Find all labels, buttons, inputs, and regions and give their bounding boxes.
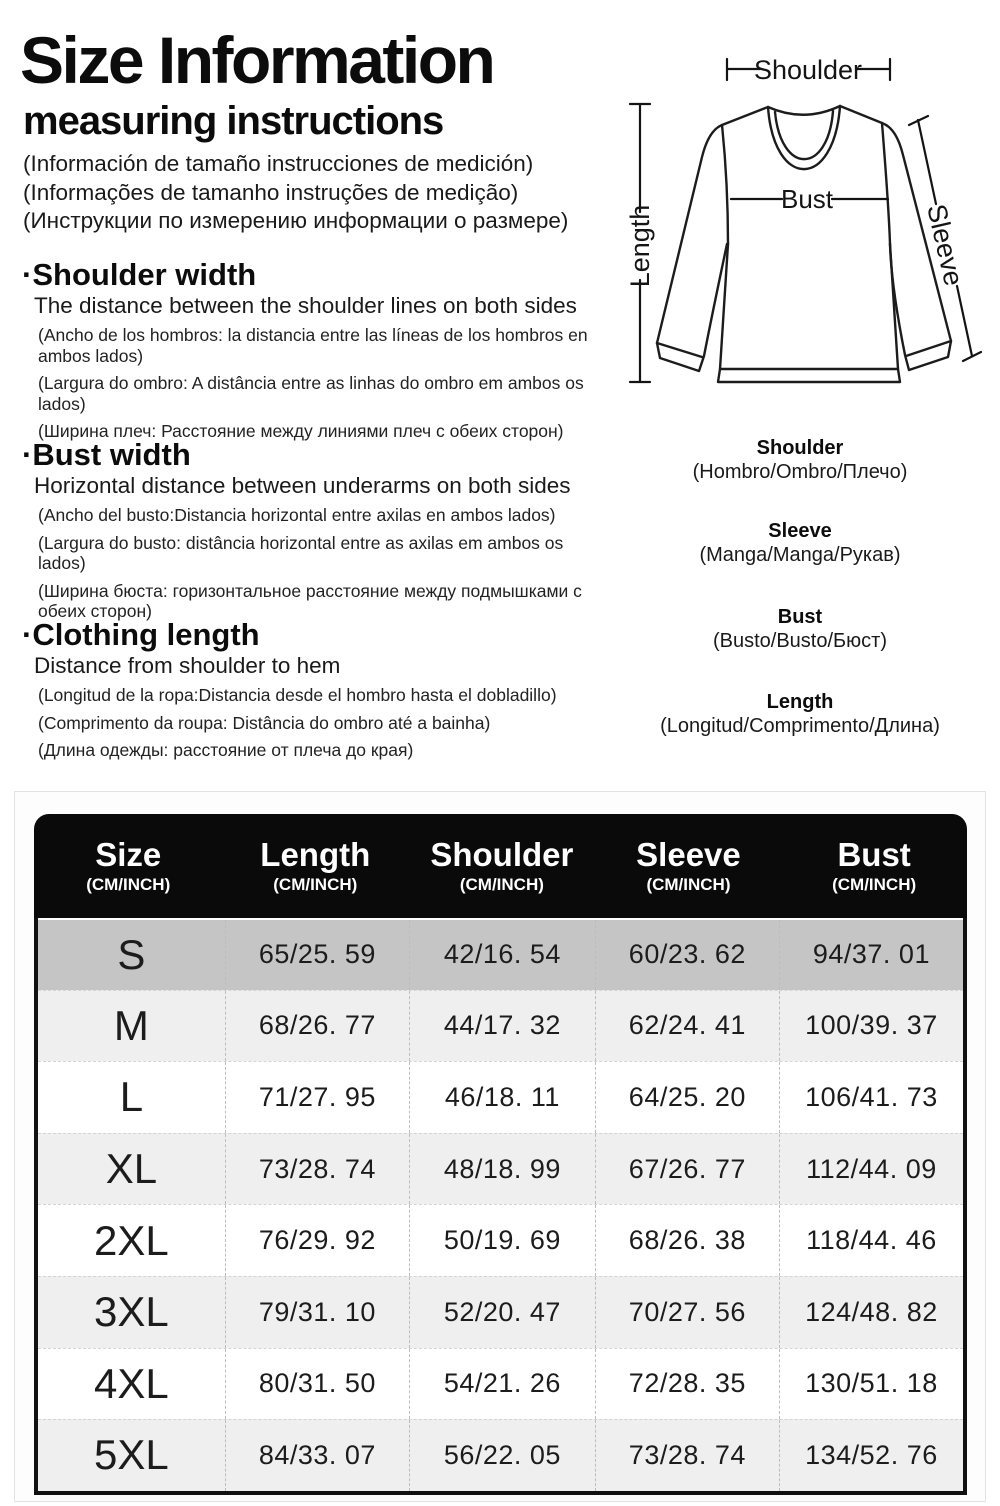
legend-translation: (Busto/Busto/Бюст): [712, 630, 887, 652]
cell-sleeve: 68/26. 38: [595, 1205, 779, 1276]
shirt-outline: [657, 106, 951, 382]
section-description: The distance between the shoulder lines on both sides: [34, 293, 577, 318]
left-sleeve: [657, 107, 768, 371]
cell-length: 65/25. 59: [225, 920, 409, 990]
cell-sleeve: 60/23. 62: [595, 920, 779, 990]
body-outline: [720, 244, 898, 369]
collar-top: [768, 106, 840, 115]
cell-shoulder: 46/18. 11: [409, 1062, 595, 1133]
cell-sleeve: 62/24. 41: [595, 991, 779, 1062]
section-shoulder-width: [22, 258, 597, 442]
page-title: Size Information: [20, 23, 494, 97]
legend-length: [600, 690, 1000, 739]
intro-block: [20, 24, 605, 236]
cell-bust: 100/39. 37: [779, 991, 963, 1062]
bullet: ·: [22, 437, 33, 472]
right-cuff-seam: [906, 341, 951, 356]
header-size: Size (CM/INCH): [86, 836, 171, 894]
cell-size: M: [113, 1001, 149, 1049]
section-translation-ru: (Ширина бюста: горизонтальное расстояние между подмышками с обеих сторон): [38, 580, 582, 621]
section-heading: ·Clothing length: [22, 617, 260, 652]
cell-bust: 124/48. 82: [779, 1277, 963, 1348]
right-armhole-seam: [882, 123, 890, 244]
cell-shoulder: 50/19. 69: [409, 1205, 595, 1276]
section-bust-width: [22, 438, 597, 622]
section-translation-pt: (Comprimento da roupa: Distância do ombro até a bainha): [38, 712, 491, 733]
cell-bust: 94/37. 01: [779, 920, 963, 990]
legend-translation: (Manga/Manga/Рукав): [699, 544, 901, 566]
header-shoulder: Shoulder (CM/INCH): [430, 836, 574, 894]
section-translation-pt: (Largura do ombro: A distância entre as linhas do ombro em ambos os lados): [38, 373, 584, 414]
cell-bust: 130/51. 18: [779, 1349, 963, 1420]
cell-sleeve: 70/27. 56: [595, 1277, 779, 1348]
intro-translation-ru: (Инструкции по измерению информации о размере): [23, 208, 569, 233]
cell-shoulder: 52/20. 47: [409, 1277, 595, 1348]
cell-size: 5XL: [94, 1431, 169, 1479]
intro-translation-es: (Información de tamaño instrucciones de medición): [23, 151, 534, 176]
table-body: [34, 918, 967, 1495]
diagram-bust-label: Bust: [780, 184, 834, 214]
header-sleeve: Sleeve (CM/INCH): [636, 836, 741, 894]
cell-shoulder: 42/16. 54: [409, 920, 595, 990]
section-translation-ru: (Длина одежды: расстояние от плеча до края): [38, 740, 414, 760]
header-length: Length (CM/INCH): [260, 836, 371, 894]
legend-shoulder: [600, 436, 1000, 485]
diagram-sleeve-label: Sleeve: [921, 201, 969, 289]
bullet: ·: [22, 257, 33, 292]
table-row-s: [38, 918, 963, 990]
table-header-row: [34, 814, 967, 918]
table-row-2xl: [38, 1204, 963, 1276]
shirt-measurement-diagram: [600, 28, 1000, 428]
cell-shoulder: 44/17. 32: [409, 991, 595, 1062]
cell-length: 68/26. 77: [225, 991, 409, 1062]
section-translation-es: (Ancho del busto:Distancia horizontal entre axilas en ambos lados): [38, 505, 556, 525]
table-row-xl: [38, 1133, 963, 1205]
left-armhole-seam: [722, 125, 728, 244]
cell-sleeve: 72/28. 35: [595, 1349, 779, 1420]
bullet: ·: [22, 617, 33, 652]
section-clothing-length: [22, 618, 597, 761]
diagram-length-label: Length: [625, 204, 655, 288]
cell-bust: 112/44. 09: [779, 1134, 963, 1205]
section-description: Distance from shoulder to hem: [34, 653, 341, 678]
cell-length: 76/29. 92: [225, 1205, 409, 1276]
cell-length: 73/28. 74: [225, 1134, 409, 1205]
table-row-5xl: [38, 1419, 963, 1491]
section-heading: ·Bust width: [22, 437, 191, 472]
table-row-3xl: [38, 1276, 963, 1348]
diagram-shoulder-label: Shoulder: [753, 55, 863, 85]
table-row-m: [38, 990, 963, 1062]
cell-size: L: [119, 1073, 144, 1121]
legend-translation: (Longitud/Comprimento/Длина): [660, 715, 940, 737]
table-row-l: [38, 1061, 963, 1133]
cell-size: 3XL: [94, 1288, 169, 1336]
hem-band: [718, 369, 900, 382]
cell-shoulder: 54/21. 26: [409, 1349, 595, 1420]
collar-inner: [775, 111, 833, 159]
section-description: Horizontal distance between underarms on both sides: [34, 473, 571, 498]
section-translation-pt: (Largura do busto: distância horizontal entre as axilas em ambos os lados): [38, 532, 564, 573]
cell-length: 79/31. 10: [225, 1277, 409, 1348]
cell-size: XL: [105, 1145, 158, 1193]
size-table-panel: [14, 791, 986, 1502]
cell-bust: 118/44. 46: [779, 1205, 963, 1276]
page-subtitle: measuring instructions: [23, 99, 444, 143]
cell-sleeve: 67/26. 77: [595, 1134, 779, 1205]
cell-length: 80/31. 50: [225, 1349, 409, 1420]
legend-bust: [600, 605, 1000, 654]
size-table: [34, 814, 967, 1495]
cell-shoulder: 56/22. 05: [409, 1420, 595, 1491]
section-translation-es: (Longitud de la ropa:Distancia desde el hombro hasta el dobladillo): [38, 685, 557, 705]
legend-name: Shoulder: [756, 437, 844, 459]
cell-bust: 106/41. 73: [779, 1062, 963, 1133]
section-translation-es: (Ancho de los hombros: la distancia entre las líneas de los hombros en ambos lados): [38, 325, 588, 366]
cell-size: 4XL: [94, 1359, 169, 1407]
legend-name: Bust: [777, 606, 823, 628]
legend-translation: (Hombro/Ombro/Плечо): [692, 461, 908, 483]
section-translation-ru: (Ширина плеч: Расстояние между линиями плеч с обеих сторон): [38, 421, 564, 441]
section-heading: ·Shoulder width: [22, 257, 257, 292]
cell-sleeve: 73/28. 74: [595, 1420, 779, 1491]
cell-bust: 134/52. 76: [779, 1420, 963, 1491]
legend-name: Sleeve: [768, 520, 832, 542]
cell-size: 2XL: [94, 1216, 169, 1264]
table-row-4xl: [38, 1348, 963, 1420]
legend-name: Length: [766, 691, 834, 713]
intro-translation-pt: (Informações de tamanho instruções de medição): [23, 179, 519, 205]
left-cuff-seam: [657, 343, 702, 357]
cell-sleeve: 64/25. 20: [595, 1062, 779, 1133]
cell-length: 71/27. 95: [225, 1062, 409, 1133]
cell-length: 84/33. 07: [225, 1420, 409, 1491]
cell-size: S: [117, 930, 146, 978]
cell-shoulder: 48/18. 99: [409, 1134, 595, 1205]
legend-sleeve: [600, 519, 1000, 568]
header-bust: Bust (CM/INCH): [832, 836, 917, 894]
